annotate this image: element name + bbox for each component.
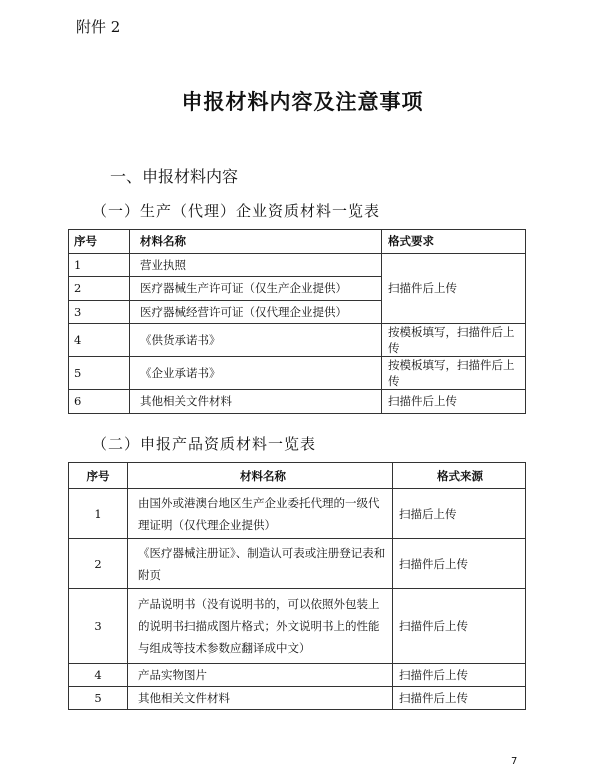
product-materials-table: [68, 462, 526, 710]
header-material-name: 材料名称: [128, 463, 393, 489]
header-material-name: 材料名称: [130, 230, 382, 254]
table-row: [69, 390, 526, 414]
row-index: 3: [69, 589, 128, 664]
subsection-heading-1: （一）生产（代理）企业资质材料一览表: [92, 202, 381, 220]
row-material: 医疗器械经营许可证（仅代理企业提供）: [130, 300, 382, 324]
attachment-label: 附件 2: [76, 18, 121, 36]
page-title: 申报材料内容及注意事项: [181, 90, 424, 114]
header-index: 序号: [69, 230, 130, 254]
row-index: 4: [69, 664, 128, 687]
header-source: 格式来源: [393, 463, 526, 489]
table-header-row: [69, 230, 526, 254]
row-index: 2: [69, 277, 130, 301]
table-row: [69, 664, 526, 687]
row-source: 扫描后上传: [393, 489, 526, 539]
subsection-heading-2: （二）申报产品资质材料一览表: [92, 435, 317, 453]
row-material: 《供货承诺书》: [130, 324, 382, 357]
row-format: 按模板填写，扫描件后上传: [382, 357, 526, 390]
row-material: 其他相关文件材料: [128, 687, 393, 710]
table-row: [69, 253, 526, 277]
row-index: 1: [69, 489, 128, 539]
row-index: 3: [69, 300, 130, 324]
row-material: 由国外或港澳台地区生产企业委托代理的一级代理证明（仅代理企业提供）: [128, 489, 393, 539]
row-format: 按模板填写，扫描件后上传: [382, 324, 526, 357]
header-format: 格式要求: [382, 230, 526, 254]
row-format: 扫描件后上传: [382, 253, 526, 324]
row-source: 扫描件后上传: [393, 687, 526, 710]
table-row: [69, 589, 526, 664]
row-material: 营业执照: [130, 253, 382, 277]
row-format: 扫描件后上传: [382, 390, 526, 414]
table-row: [69, 324, 526, 357]
row-material: 产品说明书（没有说明书的，可以依照外包装上的说明书扫描成图片格式；外文说明书上的性能与组成等技术参数应翻译成中文）: [128, 589, 393, 664]
table-row: [69, 357, 526, 390]
row-index: 2: [69, 539, 128, 589]
section-heading: 一、申报材料内容: [110, 167, 239, 186]
header-index: 序号: [69, 463, 128, 489]
enterprise-materials-table: [68, 229, 526, 414]
table-row: [69, 539, 526, 589]
row-index: 5: [69, 357, 130, 390]
table-row: [69, 687, 526, 710]
row-material: 产品实物图片: [128, 664, 393, 687]
row-index: 5: [69, 687, 128, 710]
table-header-row: [69, 463, 526, 489]
row-source: 扫描件后上传: [393, 589, 526, 664]
page-number: 7: [511, 756, 518, 767]
row-material: 其他相关文件材料: [130, 390, 382, 414]
row-index: 1: [69, 253, 130, 277]
row-material: 《医疗器械注册证》、制造认可表或注册登记表和附页: [128, 539, 393, 589]
row-index: 6: [69, 390, 130, 414]
row-index: 4: [69, 324, 130, 357]
row-source: 扫描件后上传: [393, 664, 526, 687]
row-source: 扫描件后上传: [393, 539, 526, 589]
row-material: 医疗器械生产许可证（仅生产企业提供）: [130, 277, 382, 301]
table-row: [69, 489, 526, 539]
row-material: 《企业承诺书》: [130, 357, 382, 390]
